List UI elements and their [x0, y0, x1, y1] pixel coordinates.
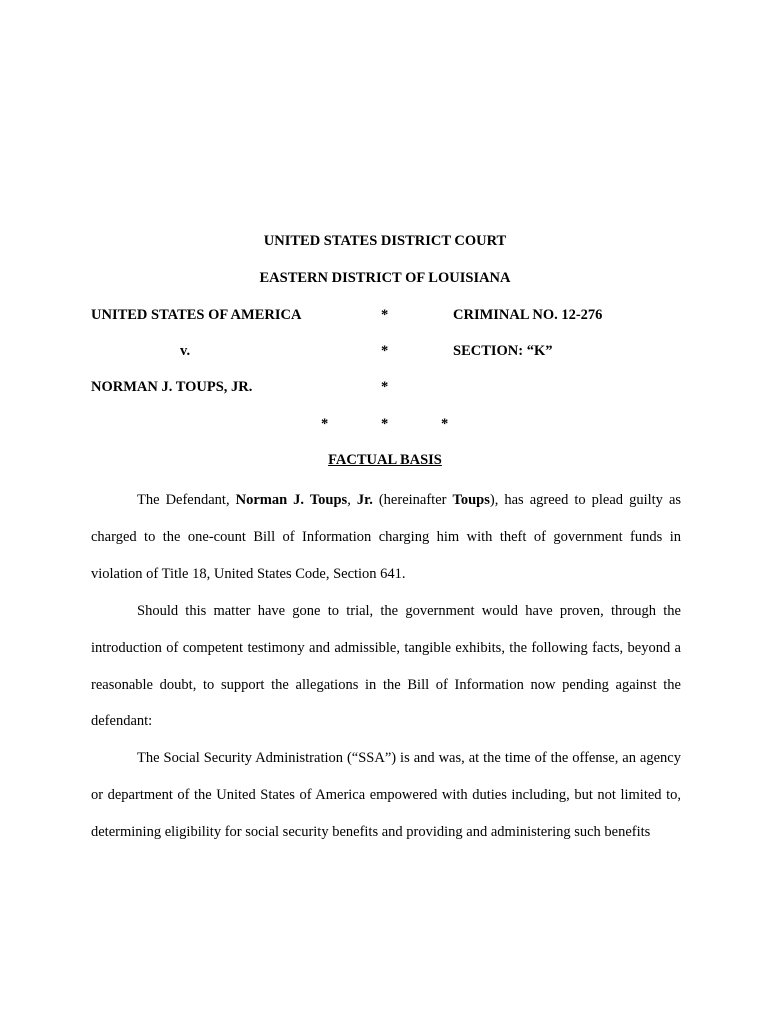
caption-star: *: [381, 307, 389, 323]
paragraph-3: [91, 740, 681, 850]
document-heading: FACTUAL BASIS: [328, 452, 442, 468]
caption-plaintiff: UNITED STATES OF AMERICA: [91, 307, 302, 323]
caption-star: *: [381, 343, 389, 359]
caption-case-number: CRIMINAL NO. 12-276: [453, 307, 603, 323]
p1-defendant-name: Norman J. Toups: [235, 492, 348, 508]
p1-text-1: The Defendant,: [137, 492, 236, 508]
separator-star: *: [321, 416, 329, 432]
p1-text-2: ,: [347, 492, 357, 508]
caption-section: SECTION: “K”: [453, 343, 553, 359]
p1-short-name: Toups: [452, 492, 490, 508]
caption-versus: v.: [180, 343, 191, 359]
p1-text-4: ), has agreed to plead guilty as charged to the one-count Bill of Information charging him with theft of government funds in violation of Title 18, United States Code, Section 641.: [91, 492, 682, 582]
separator-star: *: [441, 416, 449, 432]
paragraph-2-text: Should this matter have gone to trial, the government would have proven, through the introduction of competent testimony and admissible, tangible exhibits, the following facts, beyond a reasonable doubt, to support the allegations in the Bill of Information now pending against the defendant:: [91, 603, 681, 730]
p1-defendant-suffix: Jr.: [356, 492, 373, 508]
caption-star: *: [381, 379, 389, 395]
court-district: EASTERN DISTRICT OF LOUISIANA: [259, 270, 511, 286]
court-name: UNITED STATES DISTRICT COURT: [263, 233, 507, 249]
paragraph-3-text: The Social Security Administration (“SSA”) is and was, at the time of the offense, an agency or department of the United States of America empowered with duties including, but not limited to, determining eligibility for social security benefits and providing and administering such benefits: [91, 750, 681, 840]
caption-defendant: NORMAN J. TOUPS, JR.: [91, 379, 253, 395]
paragraph-2: [91, 593, 681, 740]
p1-text-3: (hereinafter: [372, 492, 453, 508]
separator-star: *: [381, 416, 389, 432]
paragraph-1: [91, 482, 681, 592]
